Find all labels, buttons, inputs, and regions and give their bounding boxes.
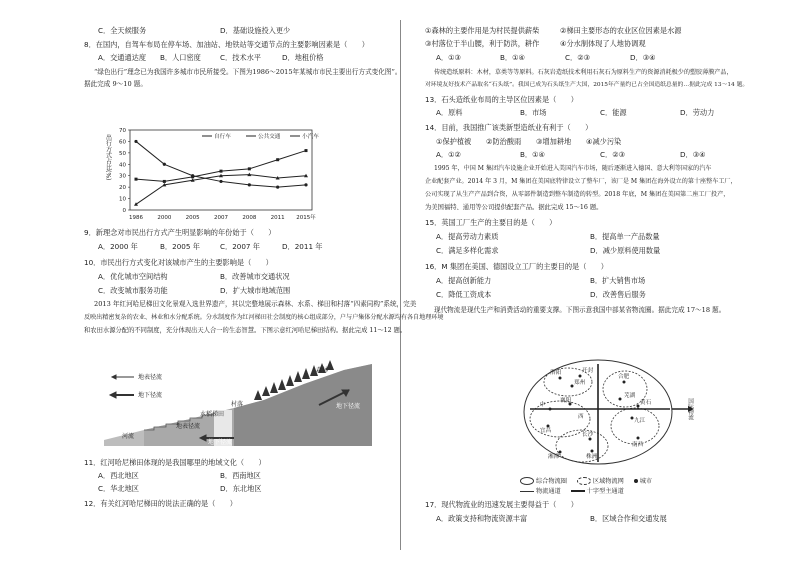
q9-option-c: C．2007 年 — [220, 242, 260, 251]
legend-thick-line-icon — [571, 490, 585, 492]
passage-11-12-line2: 反映出精密复杂的农业、林业和水分配系统。分水制度作为红河梯田社会制度的核心组成部分，户与户集体分配水源均有各自地理环境 — [84, 314, 444, 321]
x-tick-label: 2000 — [157, 215, 172, 221]
q14-option-b: B．①④ — [520, 150, 546, 159]
q16-option-d: D．改善售后服务 — [590, 290, 646, 299]
series-point-1 — [163, 180, 166, 183]
q13-option-a: A．原料 — [436, 108, 463, 117]
label-village: 村落 — [231, 401, 244, 408]
y-tick-label: 60 — [119, 139, 126, 146]
q13-option-c: C．能源 — [600, 108, 627, 117]
legend-row-2 — [520, 486, 624, 495]
q14-opt-1: ①保护植被 — [436, 137, 472, 146]
q8-option-d: D．地租价格 — [282, 53, 324, 62]
q13-option-d: D．劳动力 — [680, 108, 715, 117]
q11-option-d: D．东北地区 — [220, 484, 262, 493]
y-tick-label: 50 — [119, 150, 126, 157]
series-point-0 — [276, 186, 279, 189]
legend-row-1 — [520, 476, 652, 485]
q10-option-d: D．扩大城市地域范围 — [220, 286, 291, 295]
city-wuhu: 芜湖 — [624, 393, 636, 399]
q9-stem: 9．新理念对市民出行方式产生明显影响的年份始于（ ） — [84, 228, 276, 237]
q9-option-b: B．2005 年 — [160, 242, 200, 251]
q14-opt-4: ④减少污染 — [586, 137, 622, 146]
q8-stem: 8．在国内，自驾车布局在停车场、加油站、地铁站等交通节点的主要影响因素是（ ） — [84, 40, 369, 49]
passage-9-10-line2: 据此完成 9～10 题。 — [84, 80, 147, 88]
q11-option-c: C．华北地区 — [98, 484, 139, 493]
q14-stem: 14．目前，我国推广该类新型造纸业有利于（ ） — [425, 123, 593, 132]
legend-dashed-ring-icon — [577, 477, 591, 485]
series-point-0 — [134, 140, 137, 143]
q10-stem: 10．市民出行方式变化对该城市产生的主要影响是（ ） — [84, 258, 273, 267]
x-tick-label: 2008 — [242, 215, 257, 221]
label-forest: 森林 — [316, 367, 329, 374]
city-yichang: 宜昌 — [540, 428, 552, 434]
series-point-0 — [163, 163, 166, 166]
city-xiangtan: 湘潭 — [548, 454, 560, 460]
legend-label-1: 公共交通 — [258, 134, 281, 140]
city-changsha: 长沙 — [582, 432, 594, 438]
city-dots — [547, 375, 640, 454]
series-point-1 — [135, 178, 138, 181]
legend-surface-runoff: 地表径流 — [138, 374, 163, 381]
legend-logistics-channel: 物流通道 — [535, 488, 561, 495]
passage-15-16-line1: 1995 年，中国 M 集团汽车设施企业开始进入美国汽车市场，随后逐渐进入德国、意大利等国家的汽车 — [434, 165, 712, 172]
q17-option-a: A．政策支持和物流资源丰富 — [436, 514, 528, 523]
x-tick-label: 2007 — [214, 215, 228, 221]
city-luoyang: 洛阳 — [550, 370, 562, 376]
q14-option-c: C．②③ — [600, 150, 626, 159]
y-tick-label: 40 — [119, 162, 126, 169]
q12-opt-1: ①森林的主要作用是为村民提供薪柴 — [425, 26, 540, 35]
q12-choice-d: D．③④ — [630, 53, 656, 62]
region-southeast — [611, 408, 659, 444]
q9-option-d: D．2011 年 — [282, 242, 323, 251]
city-zhengzhou: 郑州 — [574, 380, 586, 386]
passage-13-14-line2: 对环境友好技术产品取名“石头纸”。我国已成为石头纸生产大国，2015年产量约已占全国造纸总量的…据此完成 13～14 题。 — [425, 82, 749, 88]
x-tick-label: 1986 — [129, 215, 143, 221]
city-huangshi: 黄石 — [640, 400, 652, 406]
legend-label-2: 小汽车 — [302, 134, 319, 140]
q12-choice-a: A．①③ — [436, 53, 461, 62]
logistics-circle-map — [520, 354, 710, 472]
q15-option-c: C．满足多样化需求 — [436, 246, 499, 255]
q12-opt-2: ②梯田主要形态的农业区位因素是水源 — [560, 26, 682, 35]
q8-option-a: A．交通通达度 — [98, 53, 147, 62]
x-tick-label: 2015年 — [296, 215, 316, 221]
legend-comprehensive-circle: 综合物流圈 — [535, 478, 567, 485]
series-point-0 — [219, 180, 222, 183]
y-axis-label: 出行方式占比(%) — [104, 134, 112, 181]
city-xiangyang: 襄阳 — [560, 398, 572, 404]
q14-option-a: A．①② — [436, 150, 461, 159]
passage-15-16-line3: 公司实现了从生产产品到合资，从零部件制造到整车制造的转型。2018 年底，M 集团在美国第二座工厂投产， — [425, 191, 730, 198]
legend-label-0: 自行车 — [214, 134, 231, 140]
series-point-0 — [248, 183, 251, 186]
city-jiujiang: 九江 — [634, 418, 646, 424]
q12-opt-4: ④分水制体现了人地协调观 — [560, 39, 646, 48]
logistics-svg — [520, 354, 710, 472]
travel-mode-chart — [102, 124, 327, 222]
x-tick-label: 2011 — [270, 215, 285, 221]
q11-option-a: A．西北地区 — [98, 471, 139, 480]
city-nanchang: 南昌 — [632, 442, 644, 448]
q15-option-a: A．提高劳动力素质 — [436, 232, 499, 241]
q15-option-d: D．减少原料使用数量 — [590, 246, 661, 255]
q14-opt-2: ②防治酸雨 — [486, 137, 522, 146]
label-zhong: 中 — [540, 402, 546, 408]
terrain-svg — [104, 360, 374, 446]
q13-stem: 13．石头造纸业布局的主导区位因素是（ ） — [425, 95, 578, 104]
column-divider — [400, 20, 401, 550]
y-tick-label: 30 — [119, 173, 126, 180]
legend-ground-runoff: 地下径流 — [138, 392, 163, 399]
passage-9-10-line1: “绿色出行”理念已为我国许多城市市民所接受。下图为1986～2015年某城市市民主要出行方式变化图”。 — [94, 68, 402, 76]
passage-13-14-line1: 传统造纸原料：木材，草类等等原料。石灰岩造纸技术利用石灰石为原料生产的资源消耗极少的塑胶薄膜产品， — [434, 69, 733, 76]
series-point-1 — [248, 167, 251, 170]
passage-11-12-line1: 2013 年红河哈尼梯田文化景观入选世界遗产，其以完整地展示森林、水系、梯田和村落“四素同构”系统，完美 — [94, 300, 417, 308]
series-point-1 — [191, 175, 194, 178]
passage-11-12-line3: 和农田水源分配的不同制度，充分体现出天人合一的生态智慧。下图示意红河哈尼梯田结构。据此完成 11～12 题。 — [84, 327, 407, 334]
legend-city: 城市 — [639, 478, 653, 485]
q11-stem: 11．红河哈尼梯田体现的是我国哪里的地域文化（ ） — [84, 458, 266, 467]
y-tick-label: 0 — [122, 208, 126, 214]
q11-option-b: B．西南地区 — [220, 471, 261, 480]
y-tick-label: 20 — [119, 185, 126, 192]
x-tick-label: 2005 — [185, 215, 200, 221]
legend-ring-icon — [520, 477, 534, 485]
legend-regional-network: 区域物流网 — [592, 478, 624, 485]
q15-option-b: B．提高单一产品数量 — [590, 232, 660, 241]
q17-stem: 17．现代物流业的迅速发展主要得益于（ ） — [425, 500, 578, 509]
q7-option-c: C．全天候服务 — [98, 26, 147, 35]
city-hefei: 合肥 — [618, 374, 630, 380]
q14-opt-3: ③增加耕地 — [536, 137, 572, 146]
city-zhuzhou: 株洲 — [586, 454, 598, 460]
series-point-0 — [304, 183, 307, 186]
legend-main-channel: 十字型主通道 — [586, 488, 624, 495]
q13-option-b: B．市场 — [520, 108, 547, 117]
series-point-1 — [305, 149, 308, 152]
series-point-1 — [220, 170, 223, 173]
q10-option-b: B．改善城市交通状况 — [220, 272, 290, 281]
terrace-structure-diagram — [104, 360, 374, 446]
q17-option-b: B．区域合作和交通发展 — [590, 514, 667, 523]
q8-option-b: B．人口密度 — [160, 53, 201, 62]
city-kaifeng: 开封 — [582, 368, 594, 374]
q10-option-a: A．优化城市空间结构 — [98, 272, 168, 281]
y-tick-label: 10 — [119, 196, 126, 203]
q8-option-c: C．技术水平 — [220, 53, 261, 62]
passage-15-16-line2: 企业配套产业。2014 年 3 月，M 集团在美国底特律设立了整车厂，该厂是 M 集团在海外设立的第十座整车工厂， — [425, 178, 737, 185]
q16-stem: 16．M 集团在美国、德国设立工厂的主要目的是（ ） — [425, 262, 608, 271]
q16-option-c: C．降低工资成本 — [436, 290, 492, 299]
y-tick-label: 70 — [119, 128, 126, 134]
passage-15-16-line4: 为美国福特、通用等公司提供配套产品。据此完成 15～16 题。 — [425, 204, 603, 211]
q12-stem: 12．有关红河哈尼梯田的说法正确的是（ ） — [84, 499, 237, 508]
q9-option-a: A．2000 年 — [98, 242, 138, 251]
q10-option-c: C．改变城市服务功能 — [98, 286, 168, 295]
q12-opt-3: ③村落位于半山腰，利于防洪，耕作 — [425, 39, 540, 48]
q14-option-d: D．③④ — [680, 150, 706, 159]
label-xi: 西 — [578, 414, 584, 420]
q16-option-b: B．扩大销售市场 — [590, 276, 646, 285]
series-point-1 — [276, 158, 279, 161]
label-international-logistics: 国际物流 — [687, 398, 693, 421]
label-river: 河流 — [122, 433, 135, 440]
passage-17-18: 现代物流是现代生产和消费活动的重要支撑。下图示意我国中部某省物流圈。据此完成 17～18 题。 — [434, 306, 726, 314]
label-surface-runoff: 地表径流 — [176, 423, 201, 430]
legend-line-icon — [520, 491, 534, 492]
series-line-2 — [136, 175, 306, 205]
legend-city-dot-icon — [634, 479, 638, 483]
q16-option-a: A．提高创新能力 — [436, 276, 492, 285]
q12-choice-c: C．②③ — [565, 53, 591, 62]
q7-option-d: D．基础设施投入更少 — [220, 26, 291, 35]
q12-choice-b: B．①④ — [500, 53, 526, 62]
label-terrace: 水稻梯田 — [200, 411, 225, 418]
label-ground-runoff-valley: 地下径流 — [208, 439, 233, 446]
label-ground-runoff-mountain: 地下径流 — [336, 403, 361, 410]
line-chart-svg — [102, 124, 327, 222]
q15-stem: 15．英国工厂生产的主要目的是（ ） — [425, 218, 557, 227]
